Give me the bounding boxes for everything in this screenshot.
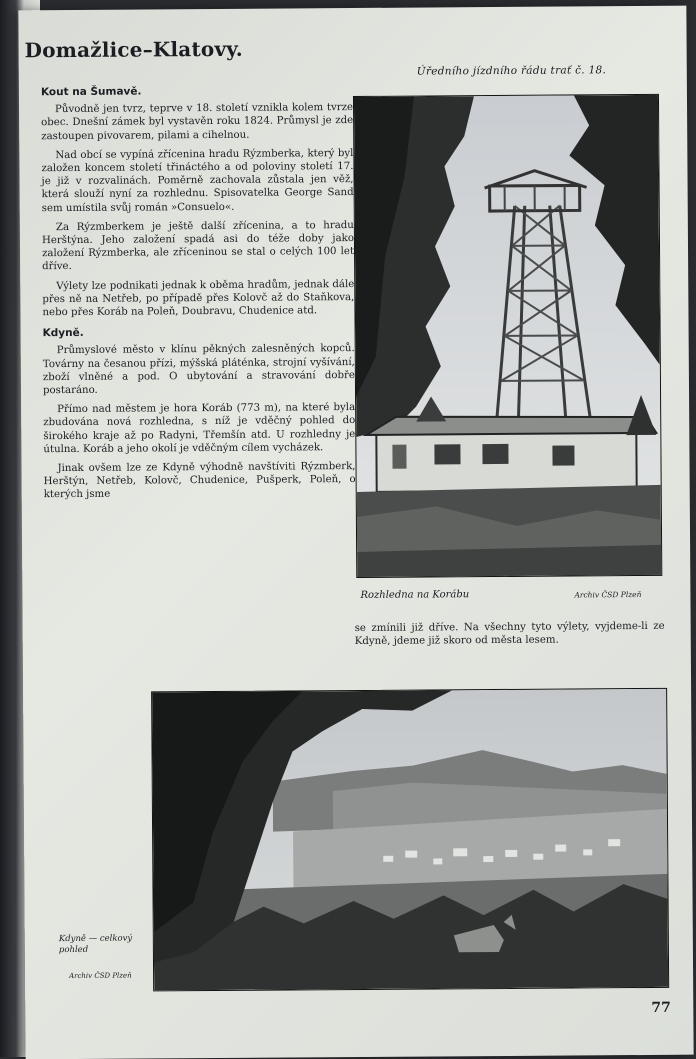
right-column xyxy=(355,620,665,649)
town-photo-caption: Kdyně — celkový pohled xyxy=(59,933,147,956)
continuation-paragraph: se zmínili již dříve. Na všechny tyto výlety, vyjdeme-li ze Kdyně, jdeme již skoro od města lesem. xyxy=(355,620,665,649)
paragraph: Jinak ovšem lze ze Kdyně výhodně navštíviti Rýzmberk, Herštýn, Netřeb, Kolovč, Chudenice, Pušperk, Poleň, o kterých jsme xyxy=(44,460,356,502)
paragraph: Průmyslové město v klínu pěkných zalesněných kopců. Továrny na česanou přízi, mýšská pláténka, strojní vyšívání, zboží vlněné a pod. O ubytování a stravování dobře postaráno. xyxy=(43,342,355,397)
left-column xyxy=(41,84,356,508)
tower-photo xyxy=(353,94,662,578)
section-heading-kdyne: Kdyně. xyxy=(43,325,355,340)
page-number: 77 xyxy=(651,1000,671,1016)
paragraph: Výlety lze podnikati jednak k oběma hradům, jednak dále přes ně na Netřeb, po případě přes Kolovč až do Staňkova, nebo přes Koráb na Poleň, Doubravu, Chudenice atd. xyxy=(42,278,354,320)
book-page xyxy=(18,6,693,1059)
town-photo xyxy=(151,688,669,992)
tower-photo-caption: Rozhledna na Korábu xyxy=(360,589,469,601)
paragraph: Nad obcí se vypíná zřícenina hradu Rýzmberka, který byl založen koncem století třináctého a od poloviny století 17. je již v rozvalinách. Poměrně zachovala zůstala jen věž, která slouží nyní za rozhlednu. Spisovatelka George Sand sem umístila svůj román »Consuelo«. xyxy=(41,147,353,215)
town-photo-credit: Archiv ČSD Plzeň xyxy=(69,972,132,980)
tower-photo-credit: Archiv ČSD Plzeň xyxy=(574,590,641,599)
page-subtitle: Úředního jízdního řádu trať č. 18. xyxy=(417,64,606,77)
section-heading-kout: Kout na Šumavě. xyxy=(41,84,353,99)
page-title: Domažlice–Klatovy. xyxy=(25,37,243,63)
paragraph: Původně jen tvrz, teprve v 18. století vznikla kolem tvrze obec. Dnešní zámek byl vystavěn roku 1824. Průmysl je zde zastoupen pivovarem, pilami a cihelnou. xyxy=(41,101,353,143)
paragraph: Za Rýzmberkem je ještě další zřícenina, a to hradu Herštýna. Jeho založení spadá asi do téže doby jako založení Rýzmberka, ale zříceninou se stal o celých 100 let dříve. xyxy=(42,219,354,274)
paragraph: Přímo nad městem je hora Koráb (773 m), na které byla zbudována nová rozhledna, s níž je vděčný pohled do širokého kraje až po Radyni, Třemšín atd. U rozhledny je útulna. Koráb a jeho okolí je vděčným cílem vycházek. xyxy=(43,401,355,456)
